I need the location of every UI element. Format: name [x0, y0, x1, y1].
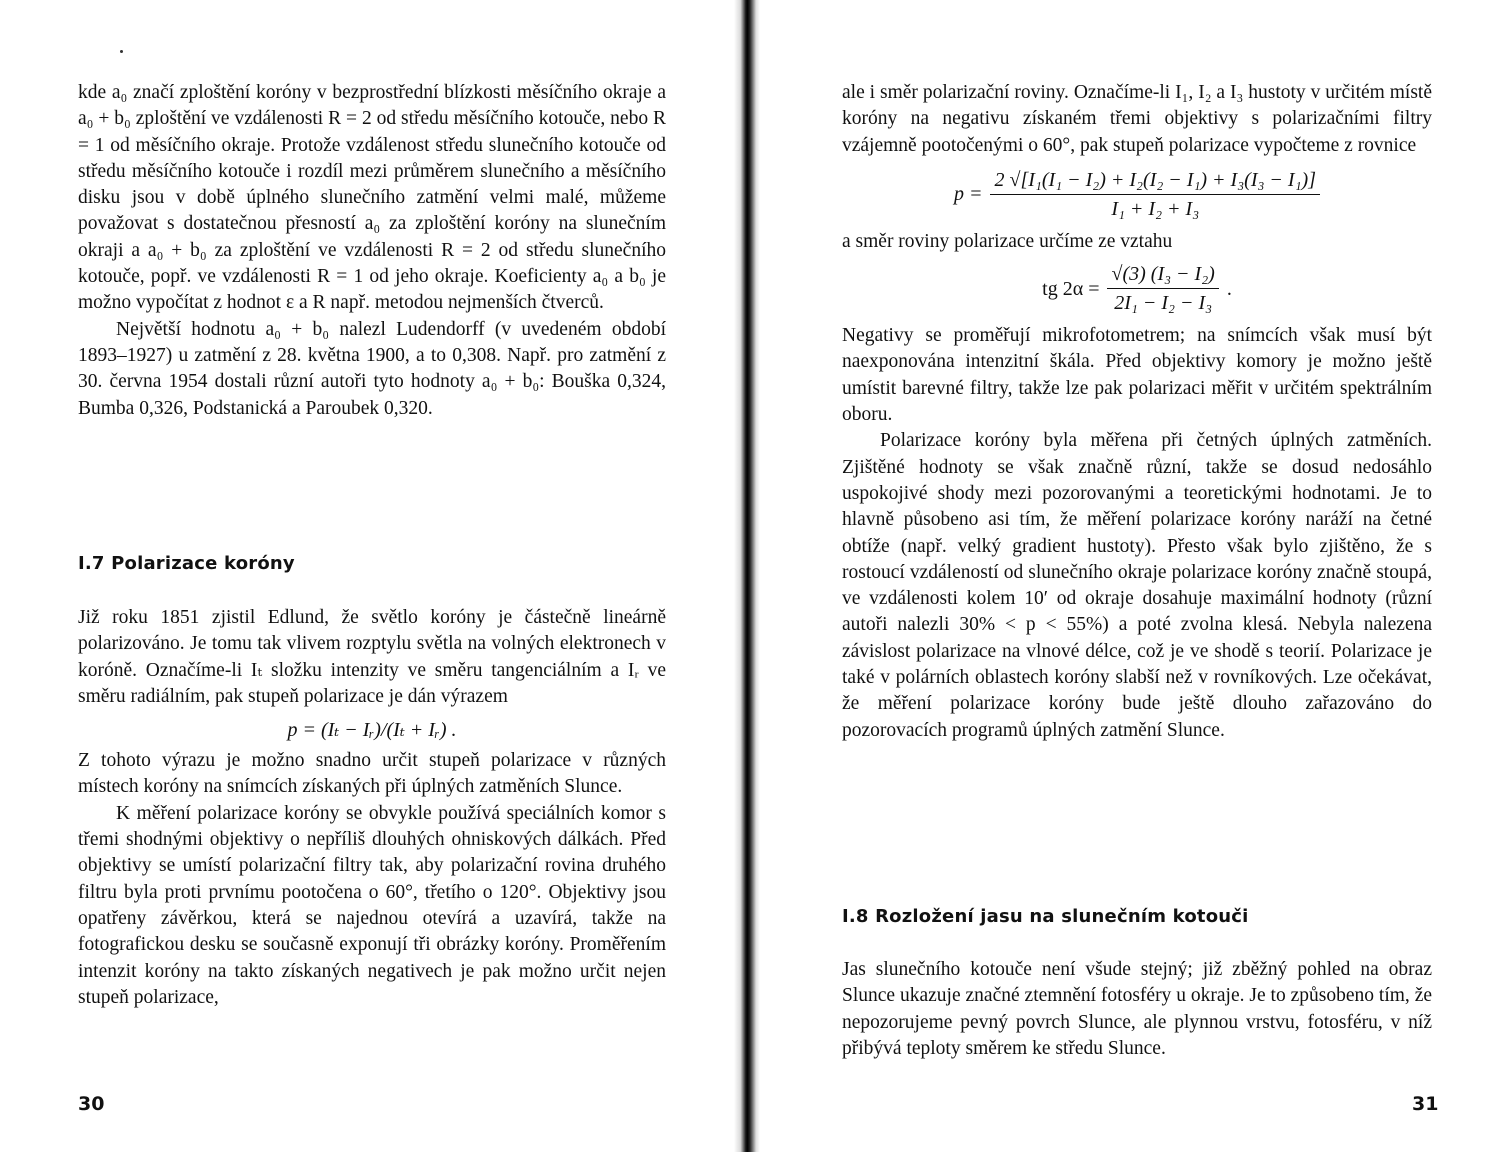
right-paragraph-1: ale i směr polarizační roviny. Označíme-li I₁, I₂ a I₃ hustoty v určitém místě koróny na negativu získaném třemi objektivy s polarizačními filtry vzájemně pootočenými o 60°, pak stupeň polarizace vypočteme z rovnice — [842, 82, 1432, 156]
right-paragraph-4: Polarizace koróny byla měřena při četných úplných zatměních. Zjištěné hodnoty se však značně různí, takže se dosud nedosáhlo uspokojivé shody mezi pozorovanými a teoretickými hodnotami. Je to hlavně působeno asi tím, že měření polarizace koróny naráží na četné obtíže (např. velký gradient hustoty). Přesto však bylo zjištěno, že s rostoucí vzdáleností od slunečního okraje polarizace koróny značně stoupá, ve vzdálenosti kolem 10′ od okraje dosahuje maximální hodnoty (různí autoři nalezli 30% < p < 55%) a poté zvolna klesá. Nebyla nalezena závislost polarizace na vlnové délce, což je ve shodě s teorií. Polarizace je také v polárních oblastech koróny slabší než v rovníkových. Lze očekávat, že měření polarizace koróny bude ještě dlouho zařazováno do pozorovacích programů úplných zatmění Slunce. — [842, 430, 1432, 741]
right-column-bottom — [842, 957, 1432, 1062]
left-column-top — [78, 80, 666, 422]
left-paragraph-2: Největší hodnotu a₀ + b₀ nalezl Ludendorff (v uvedeném období 1893–1927) u zatmění z 28. května 1900, a to 0,308. Např. pro zatmění z 30. června 1954 dostali různí autoři tyto hodnoty a₀ + b₀: Bouška 0,324, Bumba 0,326, Podstanická a Paroubek 0,320. — [78, 318, 666, 419]
left-page — [0, 0, 746, 1152]
fraction — [990, 169, 1320, 221]
right-page — [760, 0, 1506, 1152]
section-heading-1-8: I.8 Rozložení jasu na slunečním kotouči — [842, 906, 1249, 927]
polarization-formula: p = (Iₜ − Iᵣ)/(Iₜ + Iᵣ) . — [287, 719, 457, 742]
polarization-angle-equation — [842, 263, 1432, 315]
book-spine — [734, 0, 760, 1152]
equation-lhs: tg 2α = — [1042, 277, 1100, 300]
fraction-denominator: I₁ + I₂ + I₃ — [1111, 197, 1200, 220]
right-column-top — [842, 80, 1432, 744]
right-paragraph-3: Negativy se proměřují mikrofotometrem; na snímcích však musí být naexponována intenzitní škála. Před objektivy komory je možno ještě umístit barevné filtry, takže lze pak polarizaci měřit v určitém spektrálním oboru. — [842, 325, 1432, 426]
left-paragraph-4: Z tohoto výrazu je možno snadno určit stupeň polarizace v různých místech koróny na snímcích získaných při úplných zatměních Slunce. — [78, 750, 666, 798]
equation-period: . — [1226, 277, 1232, 300]
page-number-left: 30 — [78, 1093, 105, 1115]
left-column-bottom — [78, 605, 666, 1011]
fraction-numerator: 2 √[I₁(I₁ − I₂) + I₂(I₂ − I₁) + I₃(I₃ − I₁)] — [990, 169, 1320, 195]
degree-of-polarization-equation — [842, 169, 1432, 221]
left-paragraph-3: Již roku 1851 zjistil Edlund, že světlo koróny je částečně lineárně polarizováno. Je tomu tak vlivem rozptylu světla na volných elektronech v koróně. Označíme-li Iₜ složku intenzity ve směru tangenciálním a Iᵣ ve směru radiálním, pak stupeň polarizace je dán výrazem — [78, 607, 666, 707]
fraction-denominator: 2I₁ − I₂ − I₃ — [1114, 292, 1213, 315]
fraction-numerator: √(3) (I₃ − I₂) — [1107, 263, 1218, 289]
equation-lhs: p = — [953, 183, 983, 206]
right-paragraph-2: a směr roviny polarizace určíme ze vztahu — [842, 230, 1173, 252]
left-paragraph-5: K měření polarizace koróny se obvykle používá speciálních komor s třemi shodnými objektivy o nepříliš dlouhých ohniskových dálkách. Před objektivy se umístí polarizační filtry tak, aby polarizační rovina druhého filtru byla proti prvnímu pootočena o 60°, třetího o 120°. Objektivy jsou opatřeny závěrkou, která se najednou otevírá a uzavírá, takže na fotografickou desku se současně exponují tři obrázky koróny. Proměřením intenzit koróny na takto získaných negativech je pak možno určit nejen stupeň polarizace, — [78, 802, 666, 1008]
speck — [120, 50, 123, 53]
section-heading-1-7: I.7 Polarizace koróny — [78, 553, 295, 574]
page-number-right: 31 — [1412, 1093, 1439, 1115]
left-paragraph-1: kde a₀ značí zploštění koróny v bezprostřední blízkosti měsíčního okraje a a₀ + b₀ zploštění ve vzdálenosti R = 2 od středu měsíčního kotouče, nebo R = 1 od měsíčního okraje. Protože vzdálenost středu slunečního kotouče od středu měsíčního kotouče i rozdíl mezi průměrem slunečního a měsíčního disku jsou v době úplného slunečního zatmění velmi malé, můžeme považovat s dostatečnou přesností a₀ za zploštění koróny na slunečním okraji a a₀ + b₀ za zploštění ve vzdálenosti R = 2 od středu slunečního kotouče, popř. ve vzdálenosti R = 1 od jeho okraje. Koeficienty a₀ a b₀ je možno vypočítat z hodnot ε a R např. metodou nejmenších čtverců. — [78, 82, 666, 314]
right-paragraph-5: Jas slunečního kotouče není všude stejný; již zběžný pohled na obraz Slunce ukazuje značné ztemnění fotosféry u okraje. Je to způsobeno tím, že nepozorujeme pevný povrch Slunce, ale plynnou vrstvu, fotosféru, v níž přibývá teploty směrem ke středu Slunce. — [842, 959, 1432, 1059]
fraction — [1107, 263, 1218, 315]
